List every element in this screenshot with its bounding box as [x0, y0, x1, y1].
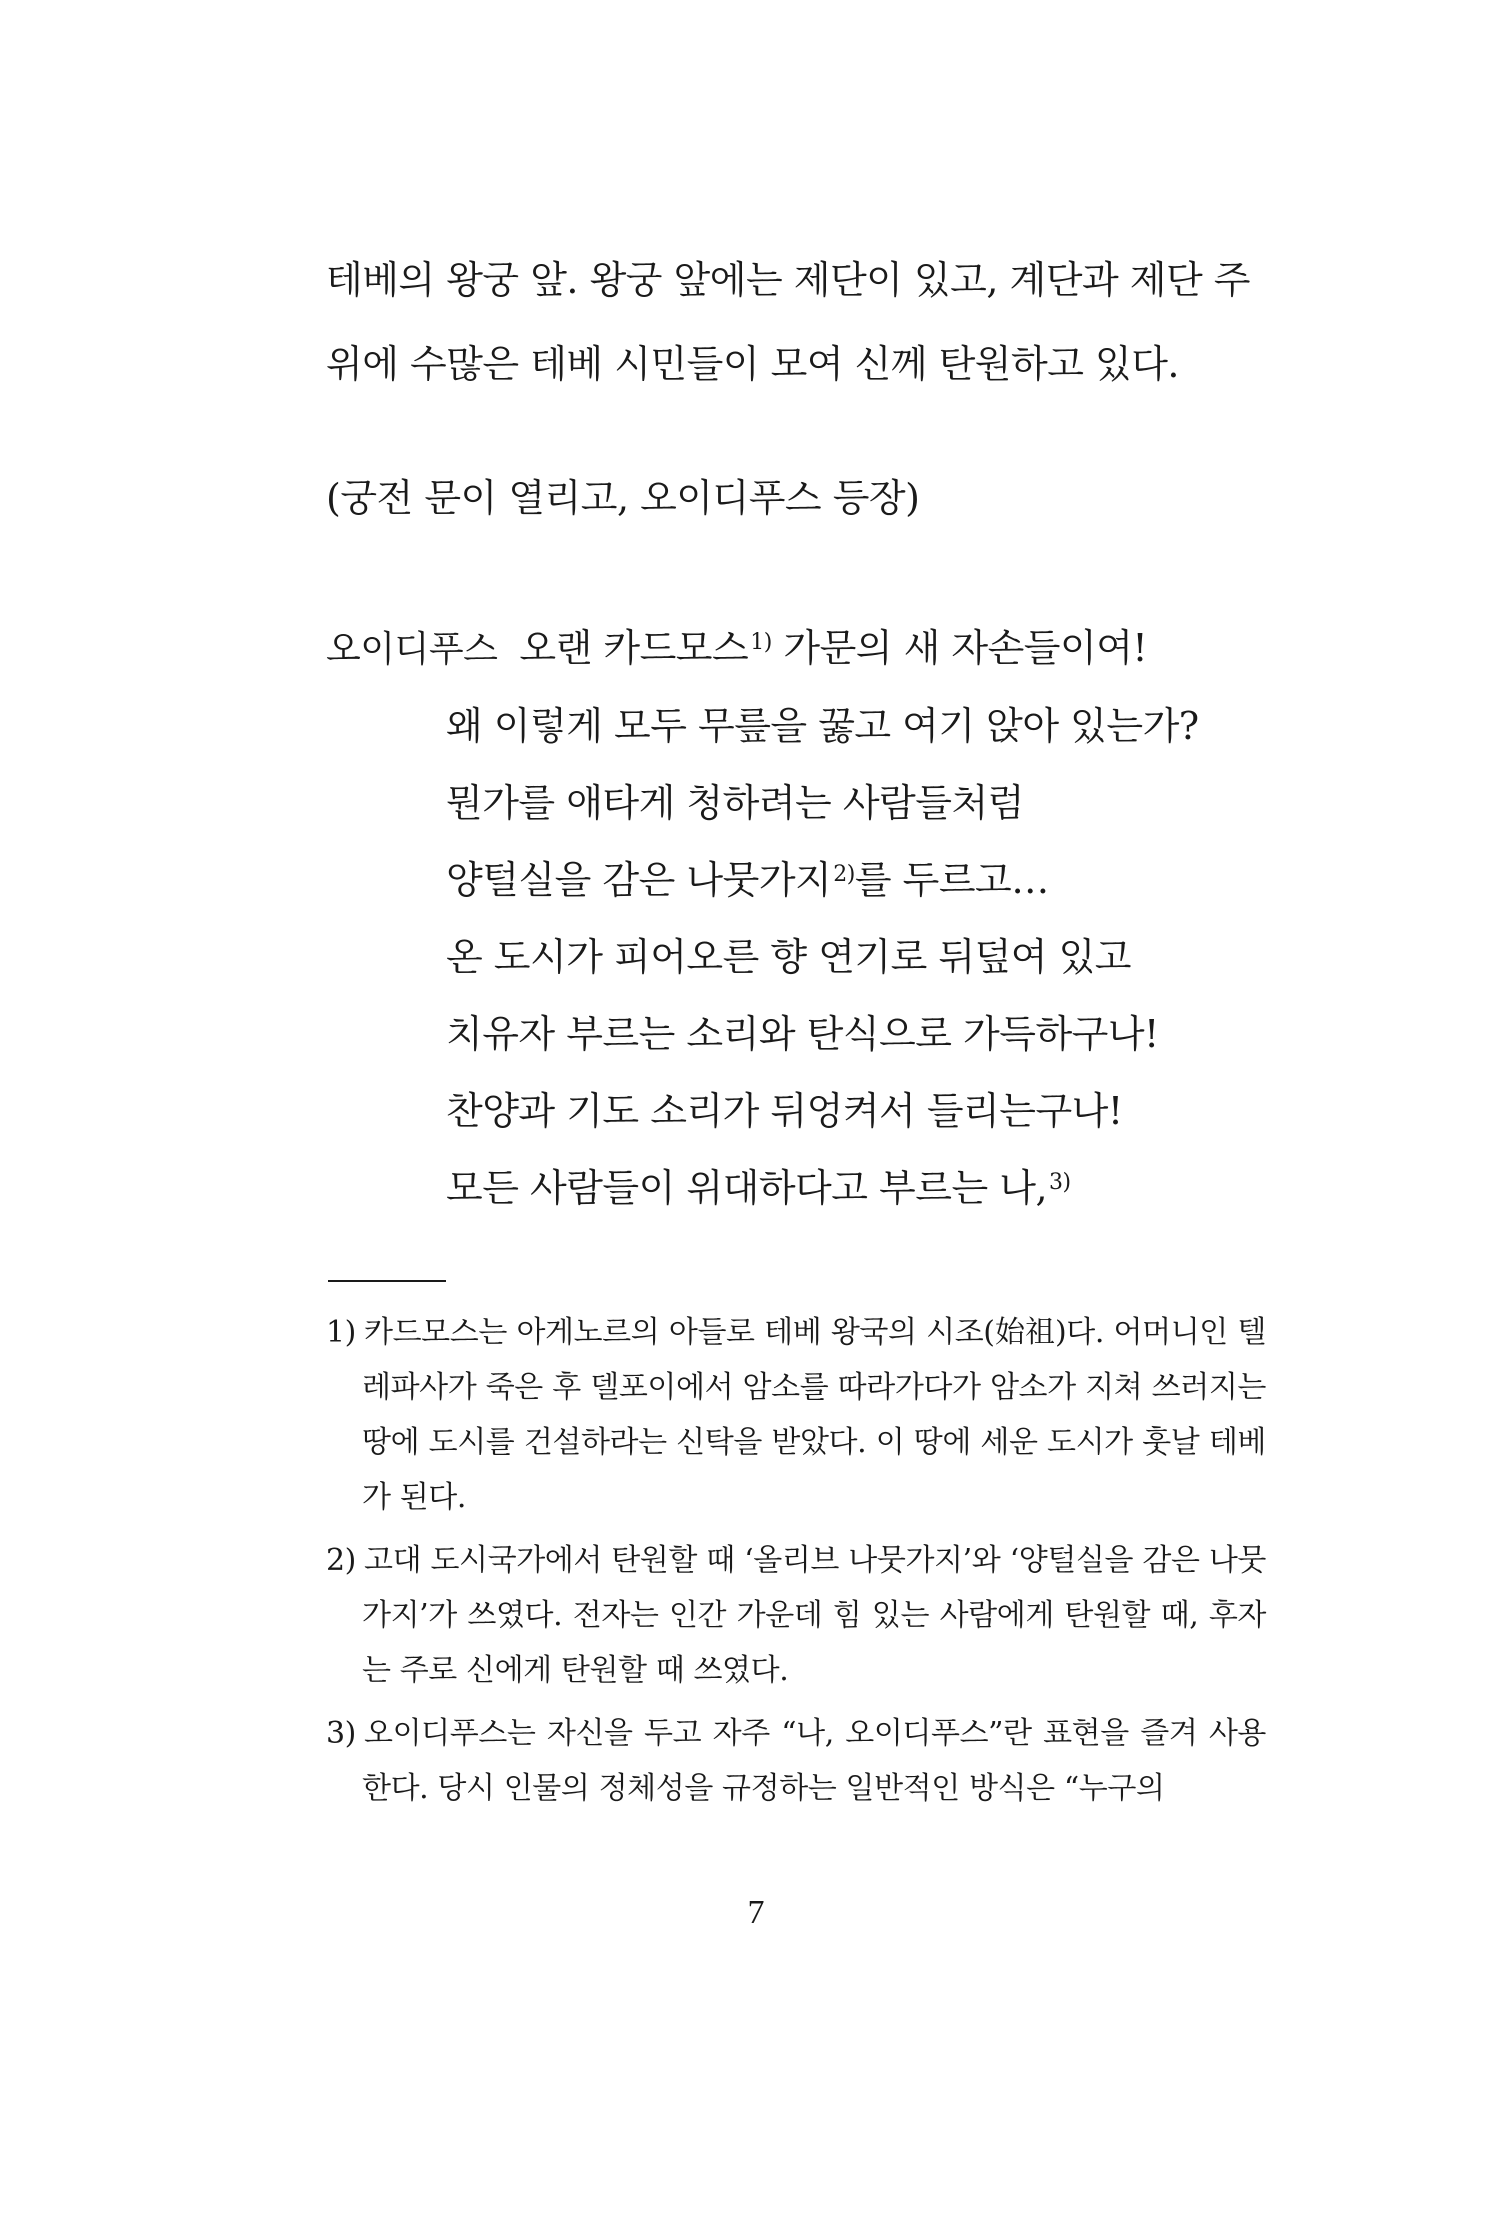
footnote-2	[326, 1533, 1266, 1698]
footnote-mark: 2)	[326, 1543, 356, 1578]
footnote-mark: 3)	[326, 1716, 356, 1751]
footnote-ref-3: 3)	[1049, 1170, 1071, 1195]
speech-line-7: 찬양과 기도 소리가 뒤엉켜서 들리는구나!	[446, 1089, 1123, 1133]
footnote-3	[326, 1706, 1266, 1816]
page-number: 7	[747, 1894, 765, 1931]
speech-line-6: 치유자 부르는 소리와 탄식으로 가득하구나!	[446, 1012, 1159, 1056]
stage-direction-entrance: (궁전 문이 열리고, 오이디푸스 등장)	[326, 476, 920, 520]
speaker-name: 오이디푸스	[326, 629, 498, 670]
footnote-text: 고대 도시국가에서 탄원할 때 ‘올리브 나뭇가지’와 ‘양털실을 감은 나뭇가지’가 쓰였다. 전자는 인간 가운데 힘 있는 사람에게 탄원할 때, 후자는 주로 신에게 탄원할 때 쓰였다.	[362, 1543, 1266, 1688]
footnote-divider	[328, 1280, 446, 1282]
speech-text-tail: 를 두르고…	[854, 858, 1049, 902]
footnote-ref-1: 1)	[750, 630, 772, 655]
speech-line-3: 뭔가를 애타게 청하려는 사람들처럼	[446, 781, 1024, 825]
speech-line-2: 왜 이렇게 모두 무릎을 꿇고 여기 앉아 있는가?	[446, 704, 1199, 748]
speech-text-tail: 가문의 새 자손들이여!	[771, 626, 1148, 670]
speech-line-5: 온 도시가 피어오른 향 연기로 뒤덮여 있고	[446, 935, 1132, 979]
speech-text: 오랜 카드모스	[519, 626, 749, 670]
speech-line-8	[326, 1150, 1286, 1227]
footnote-text: 카드모스는 아게노르의 아들로 테베 왕국의 시조(始祖)다. 어머니인 텔레파사가 죽은 후 델포이에서 암소를 따라가다가 암소가 지쳐 쓰러지는 땅에 도시를 건설하라는 신탁을 받았다. 이 땅에 세운 도시가 훗날 테베가 된다.	[362, 1315, 1266, 1515]
stage-direction-opening: 테베의 왕궁 앞. 왕궁 앞에는 제단이 있고, 계단과 제단 주위에 수많은 테베 시민들이 모여 신께 탄원하고 있다.	[326, 258, 1250, 386]
footnote-1	[326, 1305, 1266, 1525]
speech-text: 양털실을 감은 나뭇가지	[446, 858, 832, 902]
speech-text: 모든 사람들이 위대하다고 부르는 나,	[446, 1166, 1048, 1210]
speech-line-1	[326, 610, 1286, 688]
footnote-text: 오이디푸스는 자신을 두고 자주 “나, 오이디푸스”란 표현을 즐겨 사용한다. 당시 인물의 정체성을 규정하는 일반적인 방식은 “누구의	[362, 1716, 1266, 1806]
oedipus-speech	[326, 610, 1286, 1227]
footnote-mark: 1)	[326, 1315, 356, 1350]
footnotes	[326, 1305, 1266, 1824]
speech-line-4	[326, 842, 1286, 919]
footnote-ref-2: 2)	[833, 862, 855, 887]
